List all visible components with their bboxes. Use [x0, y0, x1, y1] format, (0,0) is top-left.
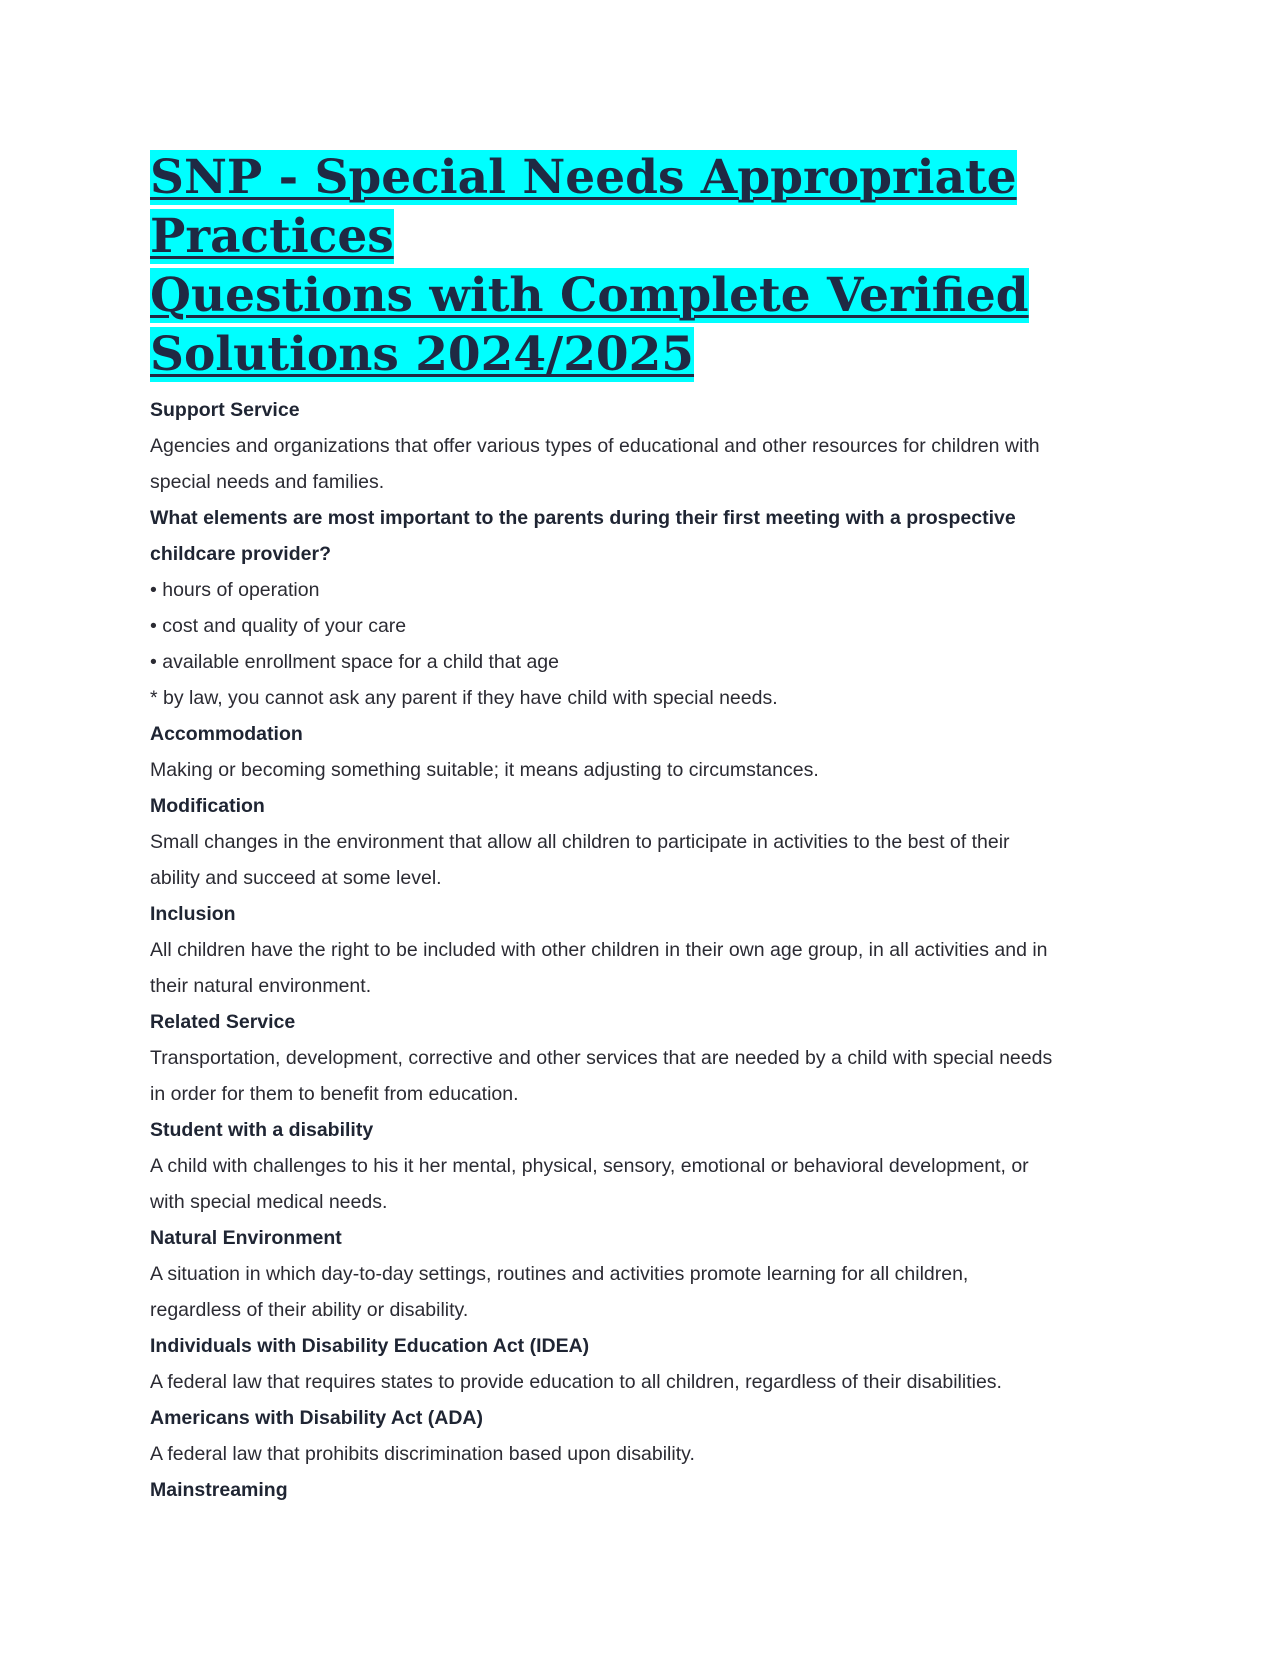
definition-line: ability and succeed at some level. [150, 867, 442, 889]
definition-line: A federal law that prohibits discrimination based upon disability. [150, 1443, 695, 1465]
definition-line: in order for them to benefit from education. [150, 1083, 519, 1105]
definition-line: Agencies and organizations that offer various types of educational and other resources for children with [150, 435, 1040, 457]
title-line-2: Questions with Complete Verified [150, 268, 1029, 323]
definition-line: Making or becoming something suitable; it means adjusting to circumstances. [150, 759, 819, 781]
document-body [150, 392, 1140, 1508]
term-heading: Related Service [150, 1011, 296, 1033]
term-heading: Accommodation [150, 723, 303, 745]
definition-line: Transportation, development, corrective and other services that are needed by a child with special needs [150, 1047, 1053, 1069]
definition-line: A federal law that requires states to provide education to all children, regardless of their disabilities. [150, 1371, 1002, 1393]
definition-line: with special medical needs. [150, 1191, 388, 1213]
document-title [150, 148, 1140, 384]
definition-line: • available enrollment space for a child that age [150, 651, 559, 673]
term-heading: Americans with Disability Act (ADA) [150, 1407, 484, 1429]
term-heading: Modification [150, 795, 265, 817]
definition-line: Small changes in the environment that allow all children to participate in activities to the best of their [150, 831, 1010, 853]
definition-line: their natural environment. [150, 975, 372, 997]
definition-line: regardless of their ability or disability. [150, 1299, 469, 1321]
definition-line: * by law, you cannot ask any parent if they have child with special needs. [150, 687, 778, 709]
term-heading: Student with a disability [150, 1119, 374, 1141]
term-heading: Individuals with Disability Education Act (IDEA) [150, 1335, 590, 1357]
term-heading: Mainstreaming [150, 1479, 288, 1501]
term-heading: Inclusion [150, 903, 236, 925]
term-heading: Support Service [150, 399, 300, 421]
definition-line: A situation in which day-to-day settings, routines and activities promote learning for all children, [150, 1263, 969, 1285]
definition-line: • hours of operation [150, 579, 320, 601]
term-heading: childcare provider? [150, 543, 331, 565]
title-line-1: SNP - Special Needs Appropriate Practices [150, 150, 1017, 264]
definition-line: special needs and families. [150, 471, 385, 493]
term-heading: What elements are most important to the parents during their first meeting with a prospective [150, 507, 1016, 529]
title-line-3: Solutions 2024/2025 [150, 327, 695, 382]
definition-line: A child with challenges to his it her mental, physical, sensory, emotional or behavioral development, or [150, 1155, 1029, 1177]
definition-line: • cost and quality of your care [150, 615, 407, 637]
term-heading: Natural Environment [150, 1227, 342, 1249]
definition-line: All children have the right to be included with other children in their own age group, in all activities and in [150, 939, 1048, 961]
